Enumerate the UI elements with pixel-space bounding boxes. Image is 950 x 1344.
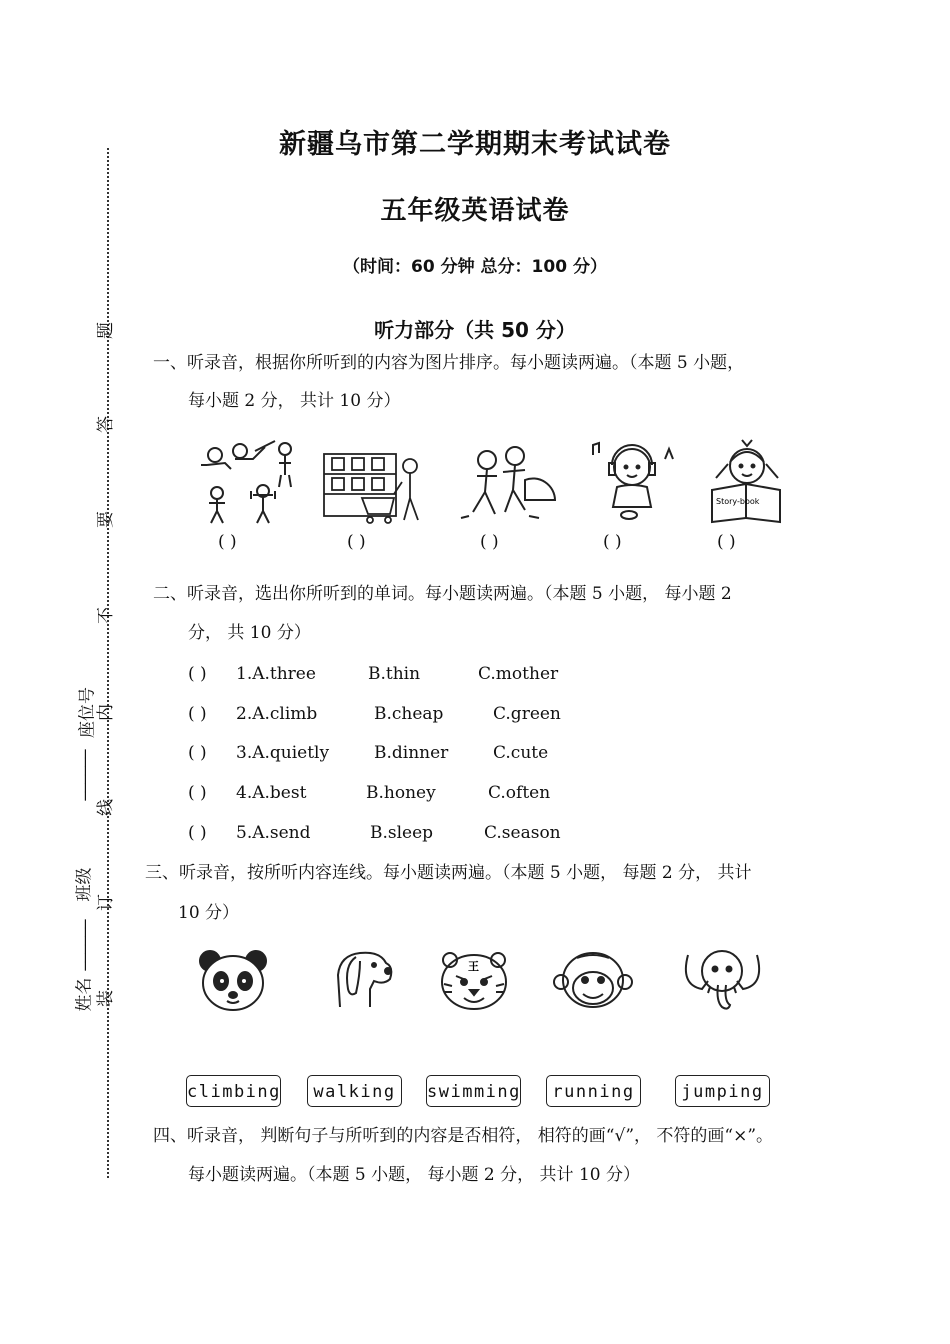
supermarket-shopping-icon [322, 450, 427, 525]
margin-char: 线 [96, 799, 116, 816]
word-box-swimming: swimming [426, 1075, 521, 1107]
section-title: 听力部分（共 50 分） [374, 318, 576, 342]
part4-instruction-line1: 四、听录音， 判断句子与所听到的内容是否相符， 相符的画“√”， 不符的画“×”。 [153, 1126, 774, 1146]
option-c: C.often [488, 783, 551, 803]
option-a: 4.A.best [236, 783, 307, 803]
children-playing-icon [195, 435, 300, 525]
option-b: B.honey [366, 783, 436, 803]
margin-char: 不 [96, 607, 116, 624]
class-label: 班级 [74, 867, 95, 902]
option-b: B.dinner [374, 743, 449, 763]
kids-running-icon [455, 440, 560, 525]
exam-title: 新疆乌市第二学期期末考试试卷 [279, 129, 671, 160]
part1-instruction-line2: 每小题 2 分， 共计 10 分） [188, 391, 401, 411]
part4-instruction-line2: 每小题读两遍。（本题 5 小题， 每小题 2 分， 共计 10 分） [188, 1165, 640, 1185]
answer-paren: ( ) [480, 532, 499, 552]
answer-paren: ( ) [218, 532, 237, 552]
name-label: 姓名 [74, 977, 95, 1012]
answer-paren: ( ) [188, 704, 207, 724]
word-box-climbing: climbing [186, 1075, 281, 1107]
part2-instruction-line1: 二、听录音，选出你所听到的单词。每小题读两遍。（本题 5 小题， 每小题 2 [153, 584, 732, 604]
monkey-icon [553, 950, 633, 1012]
option-b: B.cheap [374, 704, 444, 724]
option-c: C.cute [493, 743, 549, 763]
girl-listening-music-icon [585, 435, 680, 525]
seat-number-label: 座位号 [77, 687, 98, 738]
answer-paren: ( ) [188, 783, 207, 803]
exam-subtitle: 五年级英语试卷 [380, 196, 570, 226]
option-c: C.mother [478, 664, 559, 684]
margin-char: 订 [96, 894, 116, 911]
panda-icon [196, 945, 271, 1015]
elephant-icon [680, 945, 765, 1015]
margin-char: 答 [96, 416, 116, 433]
answer-paren: ( ) [188, 664, 207, 684]
margin-char: 装 [96, 990, 116, 1007]
answer-paren: ( ) [717, 532, 736, 552]
part1-instruction-line1: 一、听录音，根据你所听到的内容为图片排序。每小题读两遍。（本题 5 小题， [153, 353, 745, 373]
tiger-mark: 王 [468, 960, 479, 973]
option-b: B.thin [368, 664, 421, 684]
option-a: 2.A.climb [236, 704, 318, 724]
answer-paren: ( ) [347, 532, 366, 552]
answer-paren: ( ) [188, 743, 207, 763]
class-blank: ______ [67, 919, 87, 971]
word-box-running: running [546, 1075, 641, 1107]
margin-char: 内 [96, 704, 116, 721]
seat-number-blank: ______ [67, 749, 87, 801]
girl-reading-storybook-icon [702, 432, 792, 527]
part3-instruction-line1: 三、听录音，按所听内容连线。每小题读两遍。（本题 5 小题， 每题 2 分， 共计 [145, 863, 752, 883]
part2-instruction-line2: 分， 共 10 分） [188, 623, 311, 643]
word-box-jumping: jumping [675, 1075, 770, 1107]
option-a: 3.A.quietly [236, 743, 330, 763]
answer-paren: ( ) [603, 532, 622, 552]
binding-dotted-line [107, 148, 109, 1178]
tiger-icon [438, 950, 510, 1012]
time-info: （时间：60 分钟 总分：100 分） [343, 257, 607, 277]
option-b: B.sleep [370, 823, 434, 843]
part3-instruction-line2: 10 分） [178, 903, 240, 923]
option-c: C.green [493, 704, 561, 724]
option-a: 5.A.send [236, 823, 311, 843]
margin-char: 题 [96, 322, 116, 339]
dog-icon [330, 945, 400, 1015]
storybook-label: Story-book [716, 497, 760, 506]
margin-char: 要 [96, 511, 116, 528]
option-a: 1.A.three [236, 664, 316, 684]
option-c: C.season [484, 823, 561, 843]
word-box-walking: walking [307, 1075, 402, 1107]
answer-paren: ( ) [188, 823, 207, 843]
